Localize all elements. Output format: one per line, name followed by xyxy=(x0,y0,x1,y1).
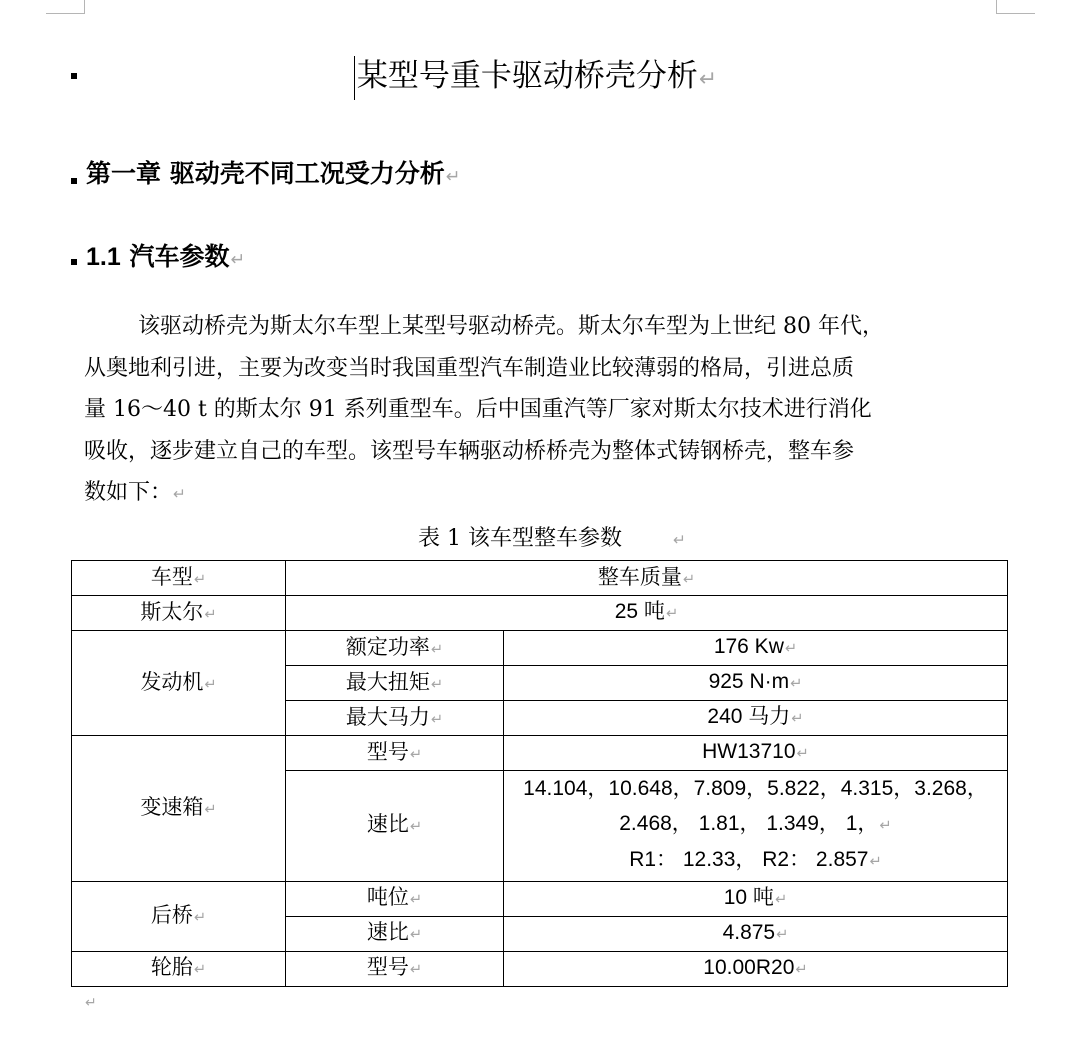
paragraph-mark-icon: ↵ xyxy=(85,995,97,1011)
table-cell[interactable] xyxy=(504,631,1008,666)
table-cell[interactable] xyxy=(286,881,504,916)
cell-end-mark-icon: ↵ xyxy=(193,908,207,926)
cell-end-mark-icon: ↵ xyxy=(430,710,444,728)
paragraph-line: 量 16～40 t 的斯太尔 91 系列重型车。后中国重汽等厂家对斯太尔技术进行消化 xyxy=(84,397,872,422)
title-text: 某型号重卡驱动桥壳分析 xyxy=(356,58,698,94)
paragraph-mark-icon: ↵ xyxy=(173,485,186,503)
empty-paragraph[interactable] xyxy=(84,988,97,1012)
heading-format-marker xyxy=(71,178,77,184)
table-cell[interactable] xyxy=(286,631,504,666)
param-value: 176 Kw xyxy=(713,635,784,658)
heading-format-marker xyxy=(71,259,77,265)
table-cell[interactable] xyxy=(286,736,504,771)
table-cell[interactable] xyxy=(286,951,504,986)
table-cell[interactable] xyxy=(72,596,286,631)
cell-end-mark-icon: ↵ xyxy=(409,745,423,763)
table-cell[interactable] xyxy=(286,561,1008,596)
table-cell[interactable] xyxy=(504,771,1008,882)
paragraph-line: 从奥地利引进，主要为改变当时我国重型汽车制造业比较薄弱的格局，引进总质 xyxy=(84,355,855,381)
cell-end-mark-icon: ↵ xyxy=(776,925,789,943)
gearbox-label: 变速箱 xyxy=(140,794,204,819)
paragraph-mark-icon: ↵ xyxy=(672,531,686,549)
vehicle-parameters-table[interactable] xyxy=(71,560,1008,987)
tire-label: 轮胎 xyxy=(150,955,193,979)
cell-end-mark-icon: ↵ xyxy=(795,960,808,978)
engine-label: 发动机 xyxy=(140,669,204,694)
table-row xyxy=(72,951,1008,986)
section-number: 1.1 xyxy=(86,243,121,271)
cell-end-mark-icon: ↵ xyxy=(430,675,444,693)
paragraph-mark-icon: ↵ xyxy=(879,816,892,834)
ratio-line-text: 2.468， 1.81， 1.349， 1， xyxy=(619,811,879,835)
table-cell[interactable] xyxy=(286,596,1008,631)
table-cell[interactable] xyxy=(72,631,286,736)
model-mass: 25 吨 xyxy=(614,600,665,623)
table-cell[interactable] xyxy=(72,736,286,882)
cell-end-mark-icon: ↵ xyxy=(869,853,882,870)
cell-end-mark-icon: ↵ xyxy=(430,640,444,658)
cell-end-mark-icon: ↵ xyxy=(774,890,788,908)
table-cell[interactable] xyxy=(504,701,1008,736)
paragraph-line: 该驱动桥壳为斯太尔车型上某型号驱动桥壳。斯太尔车型为上世纪 80 年代， xyxy=(138,314,884,339)
section-title: 汽车参数 xyxy=(129,242,230,271)
param-label: 型号 xyxy=(366,955,409,979)
table-cell[interactable] xyxy=(504,666,1008,701)
text-cursor xyxy=(354,56,355,100)
page-corner-mark-left xyxy=(46,0,85,14)
table-row xyxy=(72,561,1008,596)
body-paragraph[interactable] xyxy=(84,306,996,516)
table-cell[interactable] xyxy=(286,701,504,736)
table-cell[interactable] xyxy=(72,561,286,596)
cell-end-mark-icon: ↵ xyxy=(790,675,803,692)
param-value: 240 马力 xyxy=(707,705,791,728)
section-heading[interactable] xyxy=(86,237,245,280)
param-label: 最大扭矩 xyxy=(345,669,430,694)
cell-end-mark-icon: ↵ xyxy=(409,961,423,978)
table-cell[interactable] xyxy=(504,916,1008,951)
table-row xyxy=(72,631,1008,666)
param-label: 最大马力 xyxy=(345,704,430,729)
table-row xyxy=(72,596,1008,631)
param-label: 额定功率 xyxy=(345,634,430,659)
cell-end-mark-icon: ↵ xyxy=(791,710,804,727)
paragraph-mark-icon: ↵ xyxy=(698,67,718,92)
param-label: 速比 xyxy=(366,920,409,944)
page-corner-mark-right xyxy=(996,0,1035,14)
cell-end-mark-icon: ↵ xyxy=(409,818,423,836)
model-name: 斯太尔 xyxy=(140,599,204,624)
ratio-line xyxy=(504,843,1007,880)
param-value: 10.00R20 xyxy=(703,955,795,979)
table-row xyxy=(72,736,1008,771)
table-cell[interactable] xyxy=(504,736,1008,771)
cell-end-mark-icon: ↵ xyxy=(796,745,809,762)
table-cell[interactable] xyxy=(72,951,286,986)
header-vehicle-mass: 整车质量 xyxy=(597,564,682,589)
table-caption-text: 表 1 该车型整车参数 xyxy=(418,526,622,551)
table-cell[interactable] xyxy=(72,881,286,951)
ratio-line-text: R1： 12.33， R2： 2.857 xyxy=(629,848,869,871)
param-value: HW13710 xyxy=(702,740,796,763)
param-value: 4.875 xyxy=(722,920,776,944)
paragraph-line-last xyxy=(84,472,996,516)
paragraph-mark-icon: ↵ xyxy=(230,250,246,270)
cell-end-mark-icon: ↵ xyxy=(682,570,696,588)
cell-end-mark-icon: ↵ xyxy=(665,605,679,622)
table-cell[interactable] xyxy=(286,916,504,951)
param-value: 10 吨 xyxy=(723,885,774,909)
table-caption[interactable] xyxy=(418,522,686,557)
table-cell[interactable] xyxy=(504,951,1008,986)
rear-axle-label: 后桥 xyxy=(150,902,193,927)
document-title[interactable] xyxy=(0,53,1071,103)
cell-end-mark-icon: ↵ xyxy=(204,675,217,693)
param-label: 速比 xyxy=(366,812,409,837)
table-cell[interactable] xyxy=(504,881,1008,916)
chapter-heading-text: 第一章 驱动壳不同工况受力分析 xyxy=(86,159,445,188)
cell-end-mark-icon: ↵ xyxy=(784,640,798,657)
paragraph-line: 吸收，逐步建立自己的车型。该型号车辆驱动桥桥壳为整体式铸钢桥壳，整车参 xyxy=(84,438,855,464)
param-label: 型号 xyxy=(366,739,409,764)
cell-end-mark-icon: ↵ xyxy=(409,891,423,908)
table-row xyxy=(72,881,1008,916)
cell-end-mark-icon: ↵ xyxy=(204,800,217,818)
cell-end-mark-icon: ↵ xyxy=(204,605,217,623)
paragraph-line-text: 数如下： xyxy=(84,480,173,505)
param-label: 吨位 xyxy=(366,885,409,909)
table-cell[interactable] xyxy=(286,666,504,701)
table-cell[interactable] xyxy=(286,771,504,882)
cell-end-mark-icon: ↵ xyxy=(409,926,423,943)
cell-end-mark-icon: ↵ xyxy=(193,570,207,588)
param-value: 925 N·m xyxy=(708,670,790,693)
ratio-line: 14.104，10.648，7.809，5.822，4.315，3.268， xyxy=(523,777,988,800)
paragraph-mark-icon: ↵ xyxy=(445,167,461,187)
chapter-heading[interactable] xyxy=(86,154,460,197)
cell-end-mark-icon: ↵ xyxy=(193,961,207,978)
ratio-line xyxy=(504,807,1007,844)
header-vehicle-type: 车型 xyxy=(150,564,193,589)
